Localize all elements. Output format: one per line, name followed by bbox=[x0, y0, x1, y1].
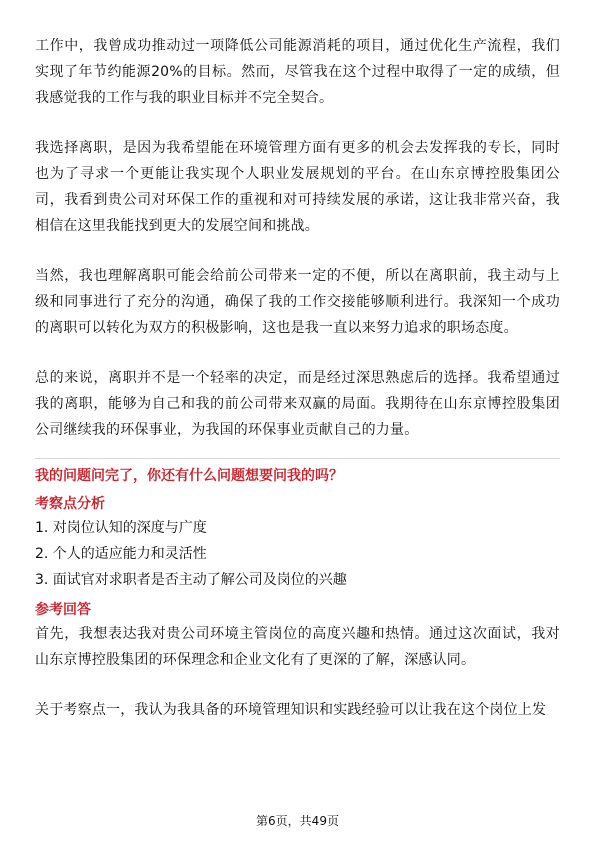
section-divider bbox=[35, 458, 560, 459]
body-paragraph-3: 当然，我也理解离职可能会给前公司带来一定的不便，所以在离职前，我主动与上级和同事进行了充分的沟通，确保了我的工作交接能够顺利进行。我深知一个成功的离职可以转化为双方的积极影响，这也是我一直以来努力追求的职场态度。 bbox=[35, 268, 560, 336]
paragraph-gap bbox=[35, 111, 560, 135]
body-paragraph-2: 我选择离职，是因为我希望能在环境管理方面有更多的机会去发挥我的专长，同时也为了寻求一个更能让我实现个人职业发展规划的平台。在山东京博控股集团公司，我看到贵公司对环保工作的重视和对可持续发展的承诺，这让我非常兴奋，我相信在这里我能找到更大的发展空间和挑战。 bbox=[35, 140, 560, 234]
page-number: 第6页，共49页 bbox=[256, 814, 339, 828]
document-content bbox=[35, 33, 560, 723]
interview-question: 我的问题问完了，你还有什么问题想要问我的吗？ bbox=[35, 468, 343, 484]
paragraph-gap bbox=[35, 239, 560, 263]
analysis-list bbox=[35, 515, 560, 593]
reference-title: 参考回答 bbox=[35, 602, 91, 618]
body-paragraph-1: 工作中，我曾成功推动过一项降低公司能源消耗的项目，通过优化生产流程，我们实现了年节约能源20%的目标。然而，尽管我在这个过程中取得了一定的成绩，但我感觉我的工作与我的职业目标并不完全契合。 bbox=[35, 38, 560, 106]
reference-paragraph-2: 关于考察点一，我认为我具备的环境管理知识和实践经验可以让我在这个岗位上发 bbox=[35, 702, 547, 718]
analysis-item: 3. 面试官对求职者是否主动了解公司及岗位的兴趣 bbox=[35, 572, 347, 588]
body-paragraph-4: 总的来说，离职并不是一个轻率的决定，而是经过深思熟虑后的选择。我希望通过我的离职，能够为自己和我的前公司带来双赢的局面。我期待在山东京博控股集团公司继续我的环保事业，为我国的环保事业贡献自己的力量。 bbox=[35, 370, 560, 438]
reference-paragraph-1: 首先，我想表达我对贵公司环境主管岗位的高度兴趣和热情。通过这次面试，我对山东京博控股集团的环保理念和企业文化有了更深的了解，深感认同。 bbox=[35, 626, 560, 668]
paragraph-gap bbox=[35, 673, 560, 697]
analysis-item: 1. 对岗位认知的深度与广度 bbox=[35, 520, 207, 536]
analysis-item: 2. 个人的适应能力和灵活性 bbox=[35, 546, 207, 562]
analysis-title: 考察点分析 bbox=[35, 496, 105, 512]
paragraph-gap bbox=[35, 341, 560, 365]
